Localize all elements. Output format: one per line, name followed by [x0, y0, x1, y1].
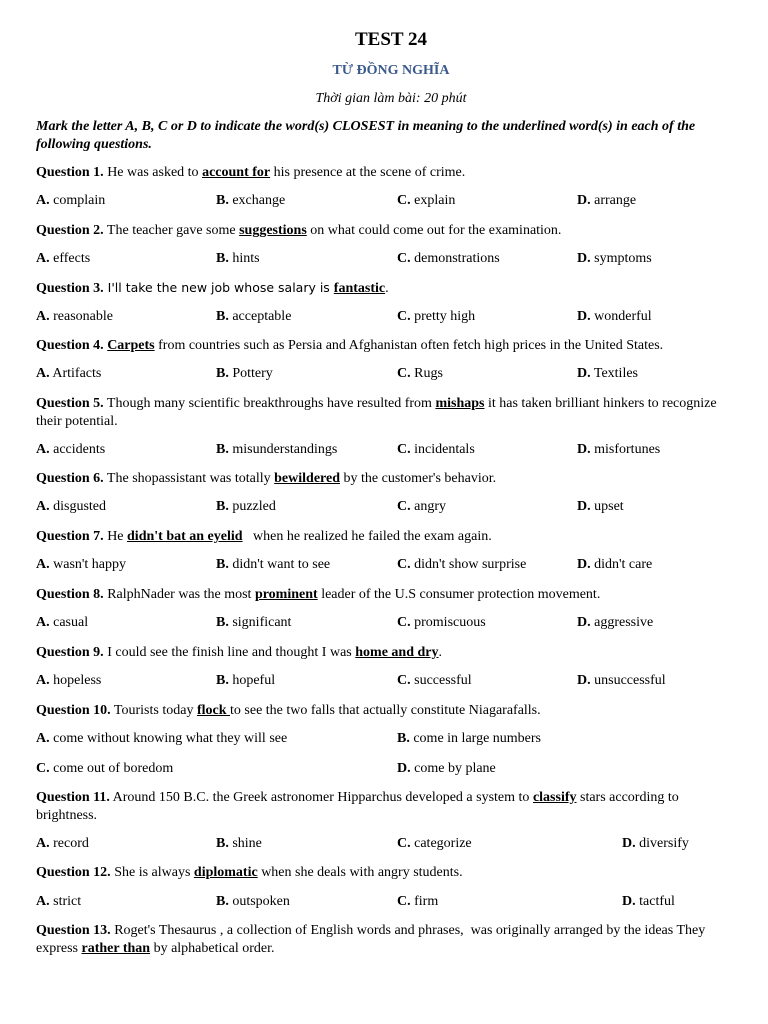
question-text: He — [103, 529, 128, 544]
question-text: Though many scientific breakthroughs have resulted from — [103, 396, 436, 411]
option-c[interactable]: C. pretty high — [397, 309, 476, 324]
question-label: Question 11. — [36, 790, 110, 805]
option-c[interactable]: C. successful — [397, 673, 472, 688]
underlined-word: suggestions — [239, 223, 307, 238]
question-4 — [36, 337, 741, 355]
question-text: leader of the U.S consumer protection movement. — [317, 587, 601, 602]
question-text: to see the two falls that actually constitute Niagarafalls. — [230, 703, 541, 718]
underlined-word: home and dry — [355, 645, 439, 660]
option-c[interactable]: C. angry — [397, 499, 447, 514]
options-row — [36, 192, 746, 210]
question-text: The shopassistant was totally — [103, 471, 275, 486]
time-limit: Thời gian làm bài: 20 phút — [315, 91, 467, 106]
options-row — [36, 672, 746, 690]
options-row — [36, 498, 746, 516]
option-b[interactable]: B. acceptable — [216, 309, 292, 324]
instructions: Mark the letter A, B, C or D to indicate the word(s) CLOSEST in meaning to the underlined word(s) in each of the following questions. — [36, 119, 696, 152]
option-d[interactable]: D. upset — [577, 499, 624, 514]
option-c[interactable]: C. Rugs — [397, 366, 443, 381]
option-d[interactable]: D. arrange — [577, 193, 637, 208]
question-label: Question 3. — [36, 281, 104, 296]
question-label: Question 12. — [36, 865, 111, 880]
question-text: it has taken brilliant hinkers to recognize their potential. — [36, 396, 717, 429]
options-row — [36, 556, 746, 574]
option-d[interactable]: D. misfortunes — [577, 442, 661, 457]
option-d[interactable]: D. symptoms — [577, 251, 652, 266]
underlined-word: didn't bat an eyelid — [127, 529, 243, 544]
option-b[interactable]: B. puzzled — [216, 499, 276, 514]
option-a[interactable]: A. complain — [36, 193, 106, 208]
option-c[interactable]: C. categorize — [397, 836, 472, 851]
options-row — [36, 760, 746, 778]
question-text: when he realized he failed the exam again. — [242, 529, 492, 544]
question-label: Question 5. — [36, 396, 104, 411]
option-a[interactable]: A. come without knowing what they will see — [36, 731, 288, 746]
question-text: on what could come out for the examination. — [306, 223, 562, 238]
options-row — [36, 614, 746, 632]
options-row — [36, 835, 746, 853]
question-10 — [36, 702, 741, 720]
question-text: Roget's Thesaurus , a collection of English words and phrases, was originally arranged by the ideas They express — [36, 923, 709, 956]
option-a[interactable]: A. wasn't happy — [36, 557, 127, 572]
question-label: Question 2. — [36, 223, 104, 238]
options-row — [36, 365, 746, 383]
underlined-word: prominent — [254, 587, 318, 602]
option-b[interactable]: B. outspoken — [216, 894, 290, 909]
options-row — [36, 250, 746, 268]
question-text: I'll take the new job whose salary is — [103, 280, 334, 295]
option-d[interactable]: D. wonderful — [577, 309, 652, 324]
question-text: She is always — [110, 865, 194, 880]
option-b[interactable]: B. Pottery — [216, 366, 273, 381]
options-row — [36, 308, 746, 326]
option-b[interactable]: B. significant — [216, 615, 292, 630]
option-c[interactable]: C. demonstrations — [397, 251, 500, 266]
option-d[interactable]: D. unsuccessful — [577, 673, 666, 688]
option-d[interactable]: D. didn't care — [577, 557, 653, 572]
option-b[interactable]: B. hopeful — [216, 673, 276, 688]
options-row — [36, 441, 746, 459]
option-c[interactable]: C. come out of boredom — [36, 761, 174, 776]
underlined-word: diplomatic — [193, 865, 258, 880]
question-text: when she deals with angry students. — [257, 865, 463, 880]
option-c[interactable]: C. explain — [397, 193, 456, 208]
option-b[interactable]: B. hints — [216, 251, 260, 266]
underlined-word: bewildered — [274, 471, 340, 486]
option-a[interactable]: A. reasonable — [36, 309, 113, 324]
option-d[interactable]: D. Textiles — [577, 366, 638, 381]
option-c[interactable]: C. incidentals — [397, 442, 475, 457]
question-label: Question 8. — [36, 587, 104, 602]
option-b[interactable]: B. misunderstandings — [216, 442, 338, 457]
underlined-word: mishaps — [435, 396, 485, 411]
question-text: . — [385, 281, 389, 296]
question-text: stars according to brightness. — [36, 790, 679, 823]
question-1 — [36, 164, 741, 182]
underlined-word: account for — [202, 165, 271, 180]
underlined-word: fantastic — [333, 281, 386, 296]
option-d[interactable]: D. aggressive — [577, 615, 654, 630]
option-a[interactable]: A. hopeless — [36, 673, 102, 688]
option-c[interactable]: C. firm — [397, 894, 439, 909]
question-text: by alphabetical order. — [150, 941, 275, 956]
underlined-word: flock — [196, 703, 231, 718]
option-b[interactable]: B. come in large numbers — [397, 731, 541, 746]
question-text: Around 150 B.C. the Greek astronomer Hipparchus developed a system to — [109, 790, 533, 805]
test-subtitle: TỪ ĐỒNG NGHĨA — [332, 63, 450, 78]
option-d[interactable]: D. come by plane — [397, 761, 496, 776]
option-b[interactable]: B. didn't want to see — [216, 557, 331, 572]
underlined-word: classify — [532, 790, 577, 805]
question-label: Question 9. — [36, 645, 104, 660]
question-8 — [36, 586, 741, 604]
question-text: Tourists today — [110, 703, 197, 718]
question-label: Question 1. — [36, 165, 104, 180]
option-c[interactable]: C. didn't show surprise — [397, 557, 527, 572]
question-2 — [36, 222, 741, 240]
question-label: Question 4. — [36, 338, 104, 353]
question-3 — [36, 279, 741, 298]
option-a[interactable]: A. record — [36, 836, 89, 851]
option-a[interactable]: A. accidents — [36, 442, 106, 457]
option-b[interactable]: B. exchange — [216, 193, 286, 208]
underlined-word: rather than — [81, 941, 151, 956]
question-text: RalphNader was the most — [103, 587, 255, 602]
question-9 — [36, 644, 741, 662]
option-b[interactable]: B. shine — [216, 836, 262, 851]
question-6 — [36, 470, 741, 488]
option-c[interactable]: C. promiscuous — [397, 615, 486, 630]
underlined-word: Carpets — [107, 338, 155, 353]
question-text: He was asked to — [103, 165, 203, 180]
option-a[interactable]: A. strict — [36, 894, 82, 909]
question-label: Question 13. — [36, 923, 111, 938]
question-13 — [36, 922, 741, 958]
question-text: I could see the finish line and thought I was — [103, 645, 356, 660]
question-5 — [36, 395, 741, 431]
question-text: from countries such as Persia and Afghanistan often fetch high prices in the United States. — [154, 338, 664, 353]
question-text: The teacher gave some — [103, 223, 240, 238]
question-label: Question 10. — [36, 703, 111, 718]
option-d[interactable]: D. tactful — [622, 894, 675, 909]
question-text: by the customer's behavior. — [340, 471, 497, 486]
test-title: TEST 24 — [355, 29, 427, 50]
question-11 — [36, 789, 741, 825]
option-a[interactable]: A. Artifacts — [36, 366, 102, 381]
question-text: . — [438, 645, 442, 660]
option-d[interactable]: D. diversify — [622, 836, 689, 851]
question-label: Question 7. — [36, 529, 104, 544]
option-a[interactable]: A. casual — [36, 615, 89, 630]
question-label: Question 6. — [36, 471, 104, 486]
option-a[interactable]: A. disgusted — [36, 499, 107, 514]
options-row — [36, 893, 746, 911]
options-row — [36, 730, 746, 748]
question-7 — [36, 528, 741, 546]
question-12 — [36, 864, 741, 882]
question-text: his presence at the scene of crime. — [270, 165, 466, 180]
option-a[interactable]: A. effects — [36, 251, 91, 266]
